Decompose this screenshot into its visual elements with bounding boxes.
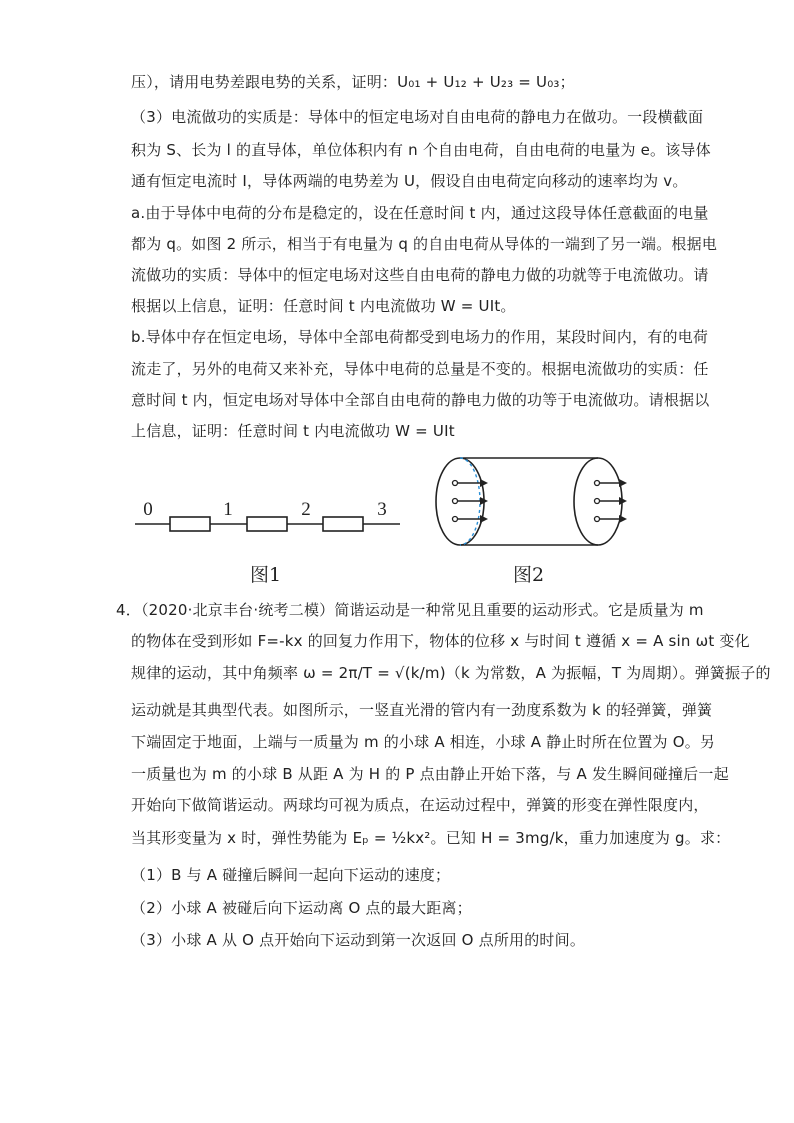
text-line: 一质量也为 m 的小球 B 从距 A 为 H 的 P 点由静止开始下落，与 A 发生瞬间碰撞后一起: [131, 765, 729, 783]
text-line: 下端固定于地面，上端与一质量为 m 的小球 A 相连，小球 A 静止时所在位置为 O。另: [131, 733, 716, 751]
resistor-2: [247, 517, 287, 531]
text-line: 规律的运动，其中角频率 ω = 2π/T = √(k/m)（k 为常数，A 为振幅，T 为周期）。弹簧振子的: [131, 664, 771, 682]
node-label-0: 0: [143, 499, 153, 520]
text-line: 压），请用电势差跟电势的关系，证明：U₀₁ + U₁₂ + U₂₃ = U₀₃；: [131, 73, 575, 91]
text-line: （2）小球 A 被碰后向下运动离 O 点的最大距离；: [131, 899, 472, 917]
text-line: b.导体中存在恒定电场，导体中全部电荷都受到电场力的作用，某段时间内，有的电荷: [131, 328, 709, 346]
text-line: 积为 S、长为 l 的直导体，单位体积内有 n 个自由电荷，自由电荷的电量为 e。该导体: [131, 141, 711, 159]
text-line: （1）B 与 A 碰撞后瞬间一起向下运动的速度；: [131, 866, 451, 884]
text-line: 通有恒定电流时 I，导体两端的电势差为 U，假设自由电荷定向移动的速率均为 v。: [131, 172, 688, 190]
text-line: 流做功的实质：导体中的恒定电场对这些自由电荷的静电力做的功就等于电流做功。请: [131, 266, 709, 284]
node-label-2: 2: [301, 499, 311, 520]
text-line: （3）电流做功的实质是：导体中的恒定电场对自由电荷的静电力在做功。一段横截面: [131, 108, 704, 126]
figure-1-circuit: [130, 495, 405, 540]
text-line: 根据以上信息，证明：任意时间 t 内电流做功 W = UIt。: [131, 297, 516, 315]
figure-1-caption: 图1: [250, 564, 282, 586]
text-line: 的物体在受到形如 F=-kx 的回复力作用下，物体的位移 x 与时间 t 遵循 x = A sin ωt 变化: [131, 632, 750, 650]
resistor-3: [323, 517, 363, 531]
text-line: 上信息，证明：任意时间 t 内电流做功 W = UIt: [131, 422, 455, 440]
text-line: 都为 q。如图 2 所示，相当于有电量为 q 的自由电荷从导体的一端到了另一端。根据电: [131, 235, 718, 253]
text-line: 意时间 t 内，恒定电场对导体中全部自由电荷的静电力做的功等于电流做功。请根据以: [131, 391, 710, 409]
figure-2-caption: 图2: [513, 564, 545, 586]
text-line: a.由于导体中电荷的分布是稳定的，设在任意时间 t 内，通过这段导体任意截面的电量: [131, 204, 709, 222]
text-line: 开始向下做简谐运动。两球均可视为质点，在运动过程中，弹簧的形变在弹性限度内，: [131, 796, 709, 814]
node-label-3: 3: [377, 499, 387, 520]
question-4-heading: 4．（2020·北京丰台·统考二模）简谐运动是一种常见且重要的运动形式。它是质量为 m: [116, 601, 704, 619]
node-label-1: 1: [223, 499, 233, 520]
text-line: 流走了，另外的电荷又来补充，导体中电荷的总量是不变的。根据电流做功的实质：任: [131, 360, 709, 378]
text-line: （3）小球 A 从 O 点开始向下运动到第一次返回 O 点所用的时间。: [131, 931, 586, 949]
figure-2-conductor: [430, 455, 640, 550]
resistor-1: [170, 517, 210, 531]
text-line: 运动就是其典型代表。如图所示，一竖直光滑的管内有一劲度系数为 k 的轻弹簧，弹簧: [131, 701, 713, 719]
text-line: 当其形变量为 x 时，弹性势能为 Eₚ = ½kx²。已知 H = 3mg/k，重力加速度为 g。求：: [131, 829, 731, 847]
